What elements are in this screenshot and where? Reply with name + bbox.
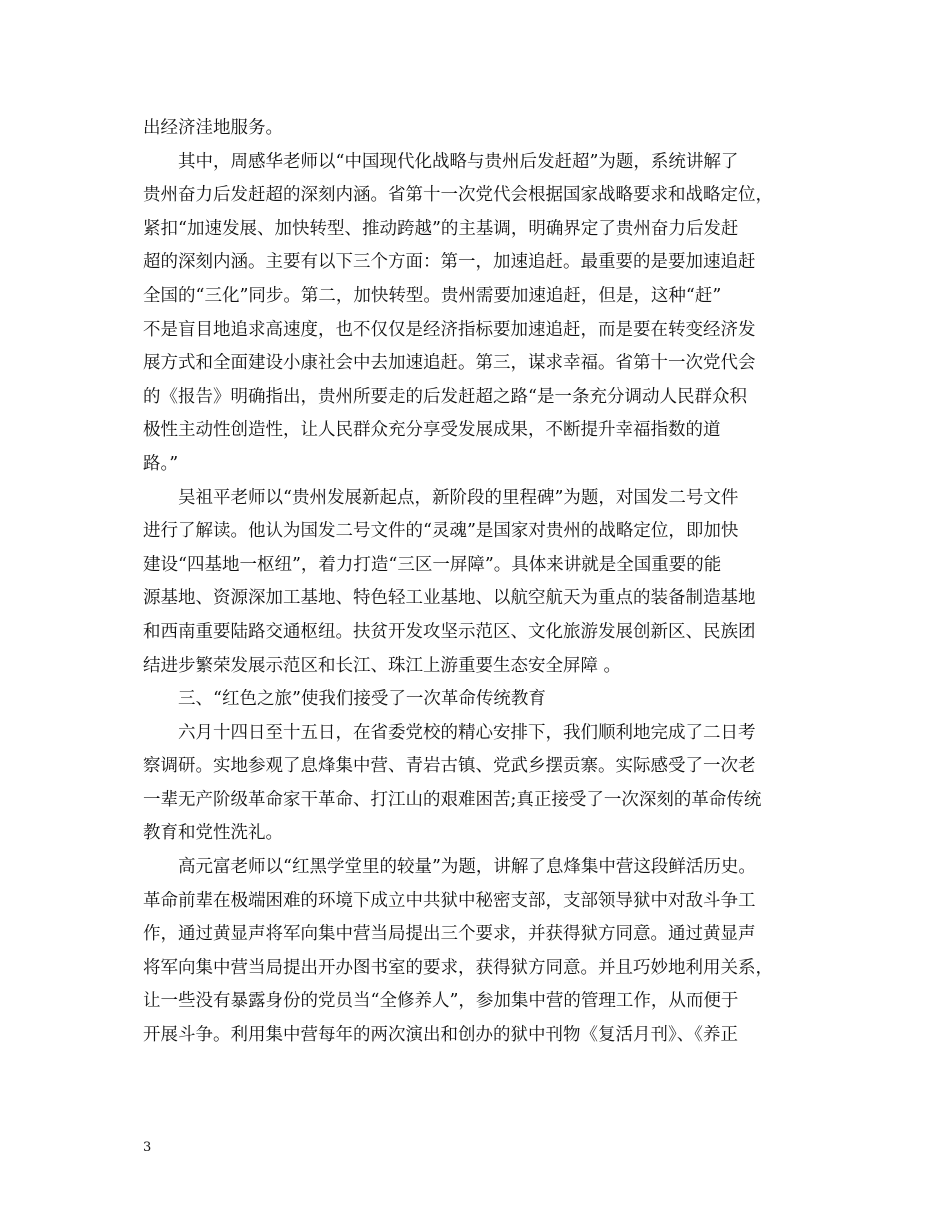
text-line: 进行了解读。他认为国发二号文件的“灵魂”是国家对贵州的战略定位，即加快	[143, 521, 739, 542]
text-line: 让一些没有暴露身份的党员当“全修养人”，参加集中营的管理工作，从而便于	[143, 991, 739, 1012]
paragraph-start-line: 六月十四日至十五日，在省委党校的精心安排下，我们顺利地完成了二日考	[178, 722, 756, 743]
text-line: 一辈无产阶级革命家干革命、打江山的艰难困苦;真正接受了一次深刻的革命传统	[143, 789, 762, 810]
text-line: 展方式和全面建设小康社会中去加速追赶。第三，谋求幸福。省第十一次党代会	[143, 353, 756, 374]
text-line: 极性主动性创造性，让人民群众充分享受发展成果，不断提升幸福指数的道	[143, 420, 721, 441]
text-line: 和西南重要陆路交通枢纽。扶贫开发攻坚示范区、文化旅游发展创新区、民族团	[143, 621, 756, 642]
text-line: 超的深刻内涵。主要有以下三个方面：第一，加速追赶。最重要的是要加速追赶	[143, 252, 756, 273]
paragraph-start-line: 其中，周感华老师以“中国现代化战略与贵州后发赶超”为题，系统讲解了	[178, 151, 739, 172]
paragraph-start-line: 高元富老师以“红黑学堂里的较量”为题，讲解了息烽集中营这段鲜活历史。	[178, 857, 756, 878]
text-line: 紧扣“加速发展、加快转型、推动跨越”的主基调，明确界定了贵州奋力后发赶	[143, 218, 739, 239]
text-line: 结进步繁荣发展示范区和长江、珠江上游重要生态安全屏障 。	[143, 655, 622, 676]
text-line: 开展斗争。利用集中营每年的两次演出和创办的狱中刊物《复活月刊》、《养正	[143, 1025, 738, 1046]
text-line: 出经济洼地服务。	[143, 118, 283, 138]
text-line: 建设“四基地一枢纽”，着力打造“三区一屏障”。具体来讲就是全国重要的能	[143, 554, 722, 575]
text-line: 革命前辈在极端困难的环境下成立中共狱中秘密支部，支部领导狱中对敌斗争工	[143, 890, 756, 911]
text-line: 源基地、资源深加工基地、特色轻工业基地、以航空航天为重点的装备制造基地	[143, 588, 756, 609]
text-line: 全国的“三化”同步。第二，加快转型。贵州需要加速追赶，但是，这种“赶”	[143, 285, 722, 306]
text-line: 教育和党性洗礼。	[143, 823, 283, 844]
text-line: 路。”	[143, 453, 179, 474]
section-heading: 三、“红色之旅”使我们接受了一次革命传统教育	[178, 689, 546, 710]
text-line: 察调研。实地参观了息烽集中营、青岩古镇、党武乡摆贡寨。实际感受了一次老	[143, 756, 756, 777]
text-line: 的《报告》明确指出，贵州所要走的后发赶超之路“是一条充分调动人民群众积	[143, 386, 747, 407]
text-line: 作，通过黄显声将军向集中营当局提出三个要求，并获得狱方同意。通过黄显声	[143, 924, 756, 945]
text-line: 不是盲目地追求高速度，也不仅仅是经济指标要加速追赶，而是要在转变经济发	[143, 319, 756, 340]
text-line: 将军向集中营当局提出开办图书室的要求，获得狱方同意。并且巧妙地利用关系，	[143, 957, 773, 978]
text-line: 贵州奋力后发赶超的深刻内涵。省第十一次党代会根据国家战略要求和战略定位，	[143, 185, 773, 206]
body-text	[143, 112, 833, 1053]
page-number: 3	[143, 1140, 152, 1155]
paragraph-start-line: 吴祖平老师以“贵州发展新起点，新阶段的里程碑”为题，对国发二号文件	[178, 487, 739, 508]
